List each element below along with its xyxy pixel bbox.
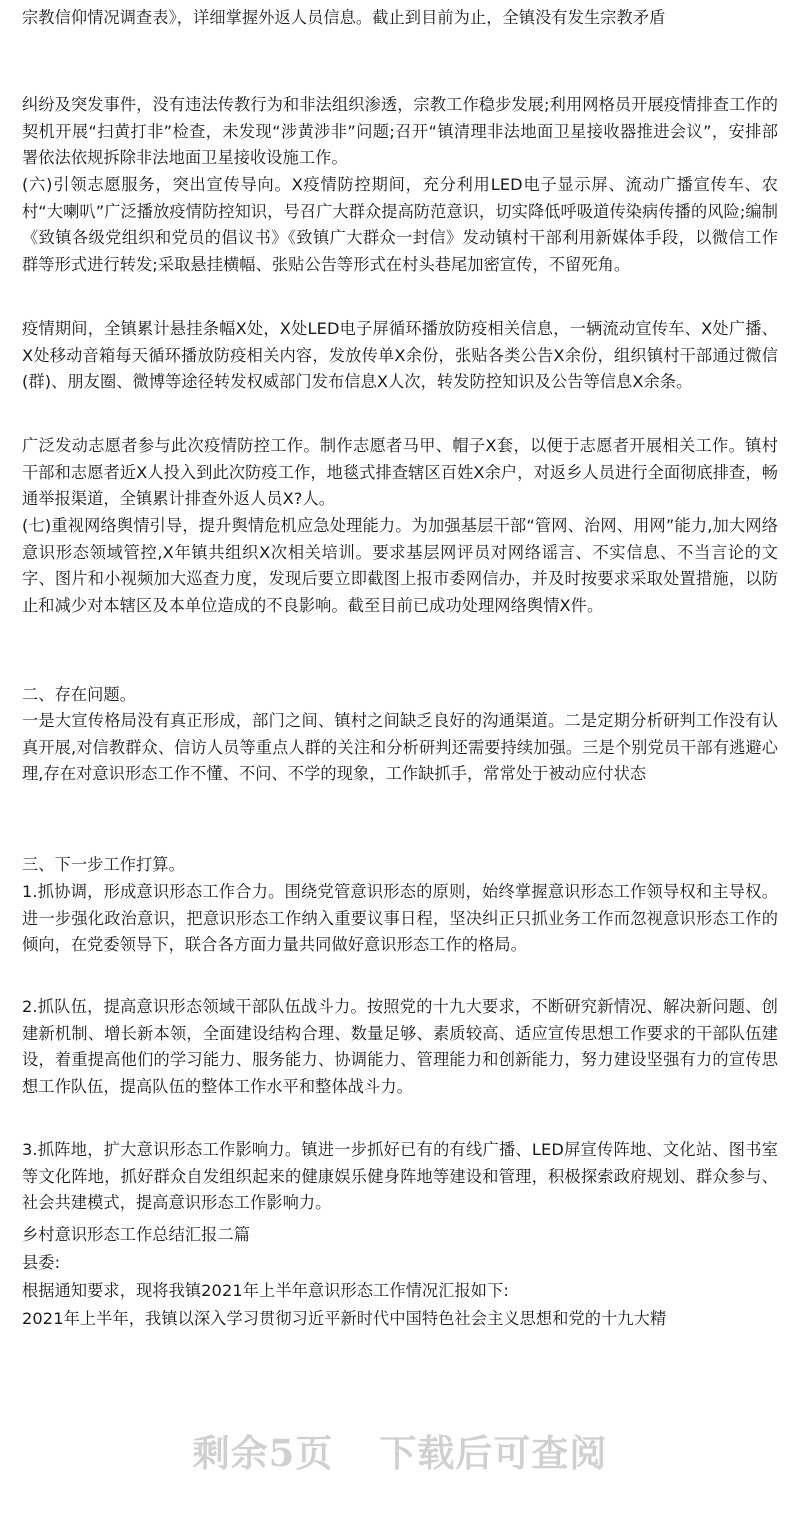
paragraph-next-step-3: 3.抓阵地，扩大意识形态工作影响力。镇进一步抓好已有的有线广播、LED屏宣传阵地、文化站、图书室等文化阵地，抓好群众自发组织起来的健康娱乐健身阵地等建设和管理，积极探索政府规划、群众参与、社会共建模式，提高意识形态工作影响力。 [22,1140,778,1212]
paragraph-volunteers: 广泛发动志愿者参与此次疫情防控工作。制作志愿者马甲、帽子X套，以便于志愿者开展相关工作。镇村干部和志愿者近X人投入到此次防疫工作，地毯式排查辖区百姓X余户，对返乡人员进行全面彻底排查，畅通举报渠道，全镇累计排查外返人员X?人。 [22,436,778,508]
download-to-view-label: 下载后可查阅 [379,1431,608,1475]
paragraph-network-opinion: (七)重视网络舆情引导，提升舆情危机应急处理能力。为加强基层干部“管网、治网、用网”能力,加大网络意识形态领域管控,X年镇共组织X次相关培训。要求基层网评员对网络谣言、不实信息、不当言论的文字、图片和小视频加大巡查力度，发现后要立即截图上报市委网信办，并及时按要求采取处置措施，以防止和减少对本辖区及本单位造成的不良影响。截至目前已成功处理网络舆情X件。 [22,516,778,615]
section-heading-problems: 二、存在问题。 [22,685,137,704]
remaining-pages-label: 剩余5页 [192,1431,334,1475]
paragraph-epidemic-publicity: 疫情期间，全镇累计悬挂条幅X处，X处LED电子屏循环播放防疫相关信息，一辆流动宣传车、X处广播、X处移动音箱每天循环播放防疫相关内容，发放传单X余份，张贴各类公告X余份，组织镇村干部通过微信(群)、朋友圈、微博等途径转发权威部门发布信息X人次，转发防控知识及公告等信息X余条。 [22,319,778,391]
paragraph-volunteer-service: (六)引领志愿服务，突出宣传导向。X疫情防控期间，充分利用LED电子显示屏、流动广播宣传车、农村“大喇叭”广泛播放疫情防控知识，号召广大群众提高防范意识，切实降低呼吸道传染病传播的风险;编制《致镇各级党组织和党员的倡议书》《致镇广大群众一封信》发动镇村干部利用新媒体手段，以微信工作群等形式进行转发;采取悬挂横幅、张贴公告等形式在村头巷尾加密宣传，不留死角。 [22,175,778,274]
section-heading-next-steps: 三、下一步工作打算。 [22,855,185,874]
paragraph-report-intro: 根据通知要求，现将我镇2021年上半年意识形态工作情况汇报如下: [22,1281,509,1300]
paragraph-top-cut: 宗教信仰情况调查表》，详细掌握外返人员信息。截止到目前为止，全镇没有发生宗教矛盾 [22,8,666,27]
download-banner[interactable] [0,1420,800,1480]
section-title-second-report: 乡村意识形态工作总结汇报二篇 [22,1225,251,1244]
addressee-line: 县委: [22,1253,61,1272]
paragraph-next-step-2: 2.抓队伍，提高意识形态领域干部队伍战斗力。按照党的十九大要求，不断研究新情况、解决新问题、创建新机制、增长新本领，全面建设结构合理、数量足够、素质较高、适应宣传思想工作要求的干部队伍建设，着重提高他们的学习能力、服务能力、协调能力、管理能力和创新能力，努力建设坚强有力的宣传思想工作队伍，提高队伍的整体工作水平和整体战斗力。 [22,997,778,1096]
paragraph-religion-work: 纠纷及突发事件，没有违法传教行为和非法组织渗透，宗教工作稳步发展;利用网格员开展疫情排查工作的契机开展“扫黄打非”检查，未发现“涉黄涉非”问题;召开“镇清理非法地面卫星接收器推进会议”，安排部署依法依规拆除非法地面卫星接收设施工作。 [22,95,778,167]
paragraph-next-step-1: 1.抓协调，形成意识形态工作合力。围绕党管意识形态的原则，始终掌握意识形态工作领导权和主导权。进一步强化政治意识，把意识形态工作纳入重要议事日程，坚决纠正只抓业务工作而忽视意识形态工作的倾向，在党委领导下，联合各方面力量共同做好意识形态工作的格局。 [22,882,778,954]
paragraph-problems: 一是大宣传格局没有真正形成，部门之间、镇村之间缺乏良好的沟通渠道。二是定期分析研判工作没有认真开展,对信教群众、信访人员等重点人群的关注和分析研判还需要持续加强。三是个别党员干部有逃避心理,存在对意识形态工作不懂、不问、不学的现象，工作缺抓手，常常处于被动应付状态 [22,711,778,783]
paragraph-report-first-half: 2021年上半年，我镇以深入学习贯彻习近平新时代中国特色社会主义思想和党的十九大精 [22,1309,667,1328]
